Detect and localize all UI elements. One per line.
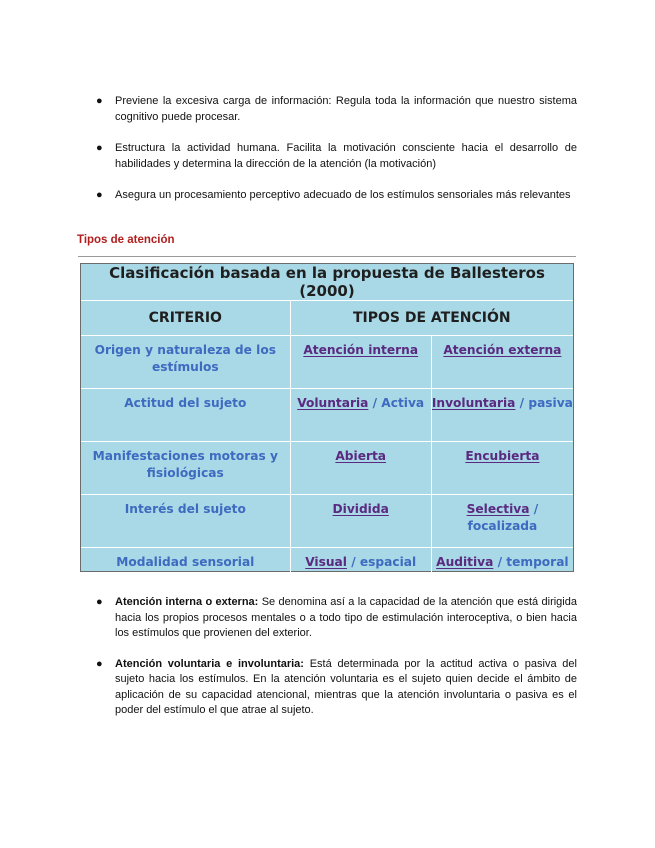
bullet-icon: ● <box>96 596 103 608</box>
table-row <box>81 495 573 548</box>
tipo-cell <box>431 548 573 601</box>
criterio-cell: Manifestaciones motoras y fisiológicas <box>81 442 290 495</box>
tipo-cell <box>290 389 431 442</box>
bullet-icon: ● <box>96 95 103 107</box>
tipo-cell <box>290 336 431 389</box>
bullet-icon: ● <box>96 657 103 670</box>
bullet-icon: ● <box>96 142 103 154</box>
list-item-text: Estructura la actividad humana. Facilita la motivación consciente hacia el desarrollo de habilidades y determina la dirección de la atención (la motivación) <box>115 142 577 170</box>
tipo-suffix: / Activa <box>368 396 425 410</box>
list-item <box>96 94 577 125</box>
tipo-link[interactable]: Voluntaria <box>297 396 369 410</box>
header-criterio: CRITERIO <box>81 301 290 336</box>
list-item <box>96 595 577 642</box>
tipo-link[interactable]: Visual <box>305 555 347 569</box>
tipo-link[interactable]: Atención interna <box>303 343 419 357</box>
list-item <box>96 657 577 719</box>
criterio-cell: Interés del sujeto <box>81 495 290 548</box>
tipo-cell <box>290 495 431 548</box>
table-row <box>81 336 573 389</box>
table-row <box>81 389 573 442</box>
table-row <box>81 442 573 495</box>
criterio-cell: Origen y naturaleza de los estímulos <box>81 336 290 389</box>
criterio-cell: Modalidad sensorial <box>81 548 290 601</box>
header-tipos: TIPOS DE ATENCIÓN <box>290 301 573 336</box>
definition-text: Está determinada por la actitud activa o pasiva del sujeto hacia los estímulos. En la atención voluntaria es el sujeto quien decide el ámbito de aplicación de su capacidad atencional, mientras que la atención involuntaria o pasiva es el poder del estímulo el que atrae al sujeto. <box>115 657 577 716</box>
benefits-list <box>96 94 577 204</box>
tipo-link[interactable]: Atención externa <box>443 343 562 357</box>
tipo-suffix: / temporal <box>493 555 569 569</box>
tipo-suffix: / pasiva <box>515 396 573 410</box>
tipo-link[interactable]: Auditiva <box>436 555 494 569</box>
tipo-cell <box>290 442 431 495</box>
tipo-link[interactable]: Selectiva <box>466 502 530 516</box>
criterio-cell: Actitud del sujeto <box>81 389 290 442</box>
bullet-icon: ● <box>96 189 103 201</box>
definition-term: Atención interna o externa: <box>115 596 259 608</box>
tipo-cell <box>431 495 573 548</box>
classification-table <box>80 263 574 572</box>
table-row <box>81 548 573 601</box>
list-item <box>96 141 577 172</box>
tipo-cell <box>431 442 573 495</box>
tipo-suffix: / espacial <box>346 555 417 569</box>
tipo-cell <box>431 336 573 389</box>
definition-text: Se denomina así a la capacidad de la atención que está dirigida hacia los propios procesos mentales o a todo tipo de estimulación interoceptiva, o bien hacia los estímulos que provienen del exterior. <box>115 596 577 639</box>
definition-term: Atención voluntaria e involuntaria: <box>115 657 304 670</box>
tipo-link[interactable]: Encubierta <box>465 449 540 463</box>
section-title: Tipos de atención <box>77 234 175 246</box>
tipo-cell <box>290 548 431 601</box>
list-item-text: Previene la excesiva carga de información: Regula toda la información que nuestro sistema cognitivo puede procesar. <box>115 95 577 123</box>
tipo-suffix: / focalizada <box>467 502 539 533</box>
section-divider <box>78 256 576 257</box>
table-title: Clasificación basada en la propuesta de Ballesteros (2000) <box>81 264 573 301</box>
tipo-link[interactable]: Abierta <box>335 449 387 463</box>
tipo-cell <box>431 389 573 442</box>
tipo-link[interactable]: Dividida <box>332 502 389 516</box>
list-item <box>96 188 577 204</box>
tipo-link[interactable]: Involuntaria <box>431 396 516 410</box>
list-item-text: Asegura un procesamiento perceptivo adecuado de los estímulos sensoriales más relevantes <box>115 189 571 201</box>
definitions-list <box>96 595 577 719</box>
